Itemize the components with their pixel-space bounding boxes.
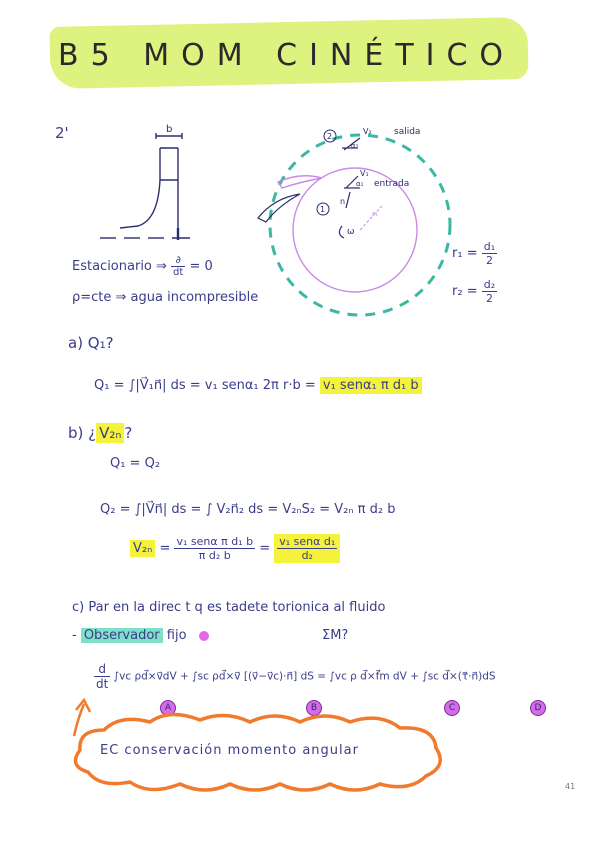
diagram-label-1: 1 (320, 205, 326, 214)
term-label-d: D (530, 700, 546, 716)
term-label-b: B (306, 700, 322, 716)
part-a-lhs: Q₁ = ∫|V⃗₁n⃗| ds = v₁ senα₁ 2π r·b = (94, 378, 316, 393)
r2-lhs: r₂ = (452, 284, 478, 299)
part-b-eq1: Q₁ = Q₂ (110, 456, 161, 471)
eq-body: ∫vc ρd⃗×v⃗dV + ∫sc ρd⃗×v⃗ [(v⃗−v⃗c)·n⃗] dS = ∫vc ρ d⃗×f⃗m dV + ∫sc d⃗×(τ⃗·n⃗)dS (113, 670, 496, 683)
duct-sketch (100, 133, 190, 240)
part-c-sum-m: ΣM? (322, 628, 349, 643)
rho-line: ρ=cte ⇒ agua incompresible (72, 290, 259, 305)
label-entrada: entrada (374, 179, 410, 189)
page-title: B5 MOM CINÉTICO (58, 38, 516, 73)
part-c-fijo: fijo (166, 628, 187, 643)
diagram-label-2: 2 (327, 132, 333, 141)
outer-teal-circle (270, 135, 450, 315)
stationary-den: dt (173, 267, 184, 278)
stationary-suffix: = 0 (189, 259, 213, 274)
part-b-result: V₂ₙ = $\frac{\text{v₁ senα π d₁ b}}{\text{π d₂ b}}$ = $\frac{\text{v₁ senα d₁}}{\text{d₂}}$ (130, 534, 340, 563)
r1-den: 2 (485, 254, 493, 267)
angular-momentum-equation (94, 662, 496, 691)
r1-num: d₁ (483, 240, 496, 253)
v2n-label: V₂ₙ (130, 540, 155, 557)
page-number: 41 (565, 782, 576, 791)
part-b-label (68, 424, 132, 442)
part-b-prefix: b) ¿ (68, 424, 97, 442)
term-label-c: C (444, 700, 460, 716)
r1-equation (452, 240, 497, 267)
label-omega: ω (347, 227, 355, 237)
stationary-prefix: Estacionario ⇒ (72, 259, 167, 274)
cloud-text: EC conservación momento angular (100, 743, 359, 758)
frac1-den: π d₂ b (198, 549, 231, 562)
r2-num: d₂ (483, 278, 496, 291)
stationary-line (72, 255, 213, 278)
label-salida: salida (394, 127, 421, 137)
label-v1: V₁ (360, 169, 369, 178)
part-b-v2n: V₂ₙ (96, 423, 124, 443)
label-v2: V₂ (363, 127, 372, 136)
label-b: b (166, 124, 173, 135)
pink-dot (199, 631, 209, 641)
label-alpha2: α₂ (351, 142, 359, 150)
part-c-dash: - (72, 628, 81, 643)
eq-dt: dt (96, 677, 109, 691)
frac2-den: d₂ (301, 549, 313, 562)
problem-number: 2' (55, 124, 69, 142)
part-c-line2 (72, 628, 209, 643)
r2-den: 2 (485, 292, 493, 305)
r2-equation (452, 278, 497, 305)
part-a-equation (94, 378, 422, 393)
rotor-sketch (258, 130, 450, 315)
part-b-eq2: Q₂ = ∫|V⃗n⃗| ds = ∫ V₂n⃗₂ ds = V₂ₙS₂ = V₂ₙ π d₂ b (100, 502, 396, 517)
label-r1: r₁ (372, 210, 378, 218)
frac1-num: v₁ senα π d₁ b (176, 535, 254, 548)
r1-lhs: r₁ = (452, 246, 478, 261)
observer-highlight: Observador (81, 628, 163, 643)
eq-d: d (94, 662, 110, 677)
label-n: n (340, 197, 346, 206)
part-b-suffix: ? (124, 424, 133, 442)
stationary-num: ∂ (171, 255, 185, 267)
part-a-result: v₁ senα₁ π d₁ b (320, 377, 422, 394)
label-alpha1: α₁ (356, 180, 364, 188)
part-a-label: a) Q₁? (68, 334, 114, 352)
term-label-a: A (160, 700, 176, 716)
part-c-line1: c) Par en la direc t q es tadete torionica al fluido (72, 600, 386, 615)
frac2-num: v₁ senα d₁ (279, 535, 336, 548)
